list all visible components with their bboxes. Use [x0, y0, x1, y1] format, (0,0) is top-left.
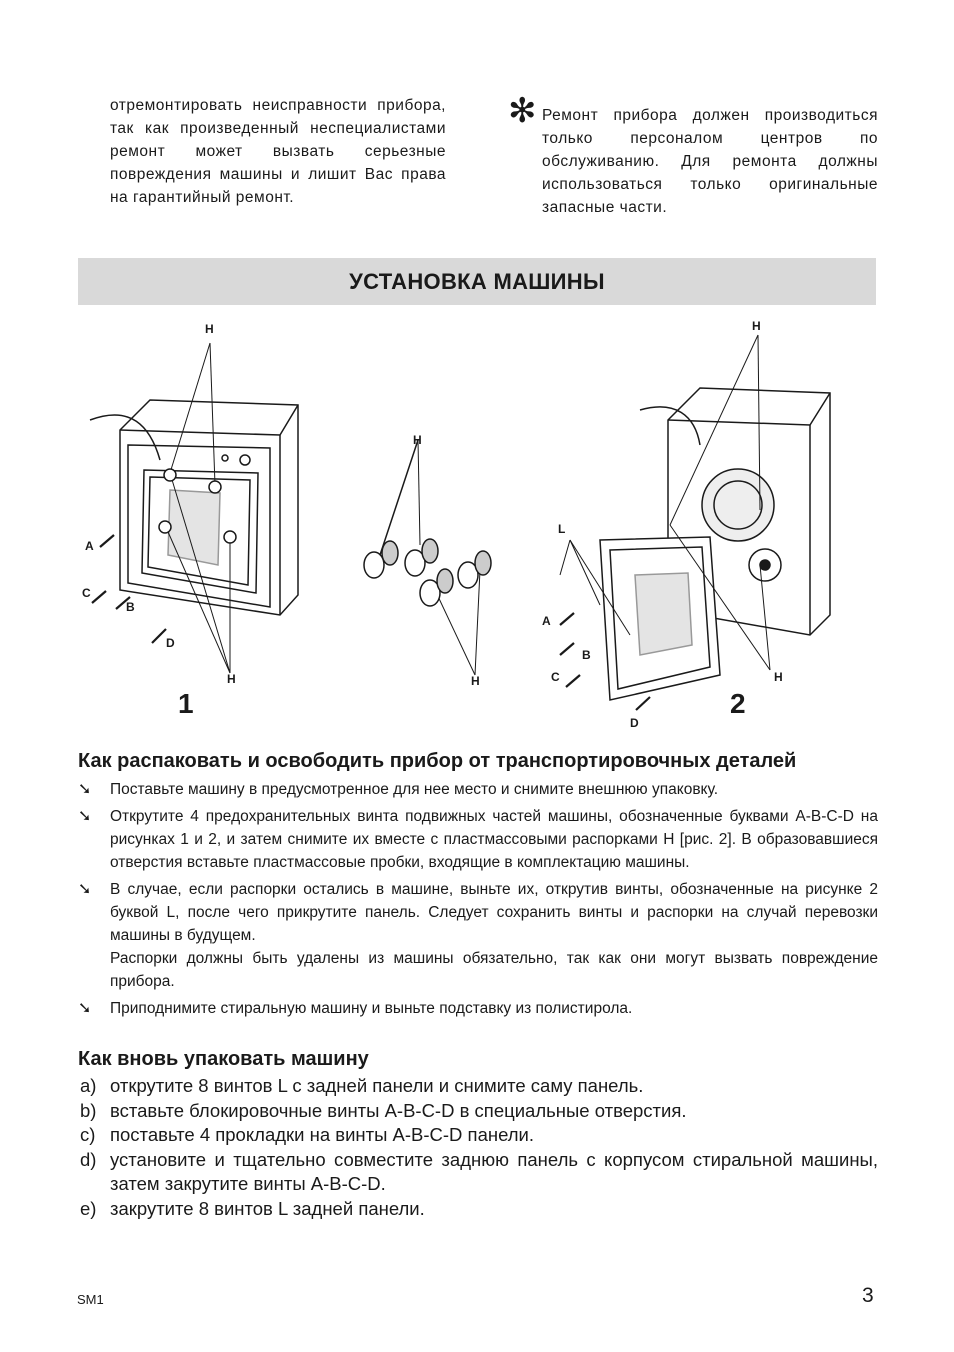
label-h-fig2-bottom: H: [774, 670, 783, 684]
label-h-middle-top: H: [413, 433, 422, 447]
label-h-fig1-top: H: [205, 322, 214, 336]
label-c-fig1: C: [82, 586, 91, 600]
warning-text-right: Ремонт прибора должен производиться только персоналом центров по обслуживанию. Для ремонта должны использоваться только оригинальные запасные части.: [542, 107, 878, 216]
list-item: ➘ Приподнимите стиральную машину и выньте подставку из полистирола.: [78, 997, 878, 1020]
back-panel: [600, 537, 720, 700]
label-d-fig2: D: [630, 716, 639, 730]
arrow-bullet-icon: ➘: [78, 1000, 92, 1017]
repack-step: e) закрутите 8 винтов L задней панели.: [80, 1197, 425, 1219]
unpack-heading: Как распаковать и освободить прибор от транспортировочных деталей: [78, 750, 797, 772]
arrow-bullet-icon: ➘: [78, 781, 92, 798]
label-h-fig1-bottom: H: [227, 672, 236, 686]
footer-code: SM1: [77, 1292, 104, 1307]
label-h-fig2-top: H: [752, 319, 761, 333]
list-item: ➘ В случае, если распорки остались в машине, выньте их, открутив винты, обозначенные на рисунке 2 буквой L, после чего прикрутите панель. Следует сохранить винты и распорки на случай перевозки машины в будущем. Распорки должны быть удалены из машины обязательно, так как они могут вызвать повреждение прибора.: [78, 878, 878, 993]
page-number: 3: [862, 1284, 874, 1307]
repack-steps: [78, 1074, 878, 1221]
label-b-fig2: B: [582, 648, 591, 662]
label-b-fig1: B: [126, 600, 135, 614]
label-a-fig2: A: [542, 614, 551, 628]
arrow-bullet-icon: ➘: [78, 808, 92, 825]
figure-2-number: 2: [730, 688, 746, 719]
spacers-group: [364, 440, 491, 675]
asterisk-icon: ✻: [508, 92, 537, 130]
repack-heading: Как вновь упаковать машину: [78, 1048, 369, 1070]
installation-figure: [70, 315, 890, 735]
repack-step: b) вставьте блокировочные винты A-B-C-D в специальные отверстия.: [80, 1099, 687, 1121]
unpack-note: Распорки должны быть удалены из машины обязательно, так как они могут вызвать повреждение прибора.: [110, 950, 878, 990]
section-title: УСТАНОВКА МАШИНЫ: [349, 268, 605, 294]
figure-1-number: 1: [178, 688, 194, 719]
repack-step: a) открутите 8 винтов L с задней панели и снимите саму панель.: [80, 1075, 644, 1096]
machine-figure-1: [90, 400, 298, 615]
list-item: ➘ Открутите 4 предохранительных винта подвижных частей машины, обозначенные буквами A-B-C-D на рисунках 1 и 2, и затем снимите их вместе с пластмассовыми распорками H [рис. 2]. В образовавшиеся отверстия вставьте пластмассовые пробки, входящие в комплектацию машины.: [78, 805, 878, 874]
warning-text-left: отремонтировать неисправности прибора, так как произведенный неспециалистами ремонт может вызвать серьезные повреждения машины и лишит Вас права на гарантийный ремонт.: [110, 97, 446, 206]
section-header: [78, 258, 876, 305]
label-l-fig2: L: [558, 522, 566, 536]
label-h-middle-bottom: H: [471, 674, 480, 688]
arrow-bullet-icon: ➘: [78, 881, 92, 898]
unpack-list: [78, 778, 878, 1024]
label-d-fig1: D: [166, 636, 175, 650]
label-a-fig1: A: [85, 539, 94, 553]
repack-step: d) установите и тщательно совместите заднюю панель с корпусом стиральной машины, затем закрутите винты A-B-C-D.: [80, 1148, 878, 1194]
label-c-fig2: C: [551, 670, 560, 684]
repack-step: c) поставьте 4 прокладки на винты A-B-C-D панели.: [80, 1124, 535, 1145]
list-item: ➘ Поставьте машину в предусмотренное для нее место и снимите внешнюю упаковку.: [78, 778, 878, 801]
